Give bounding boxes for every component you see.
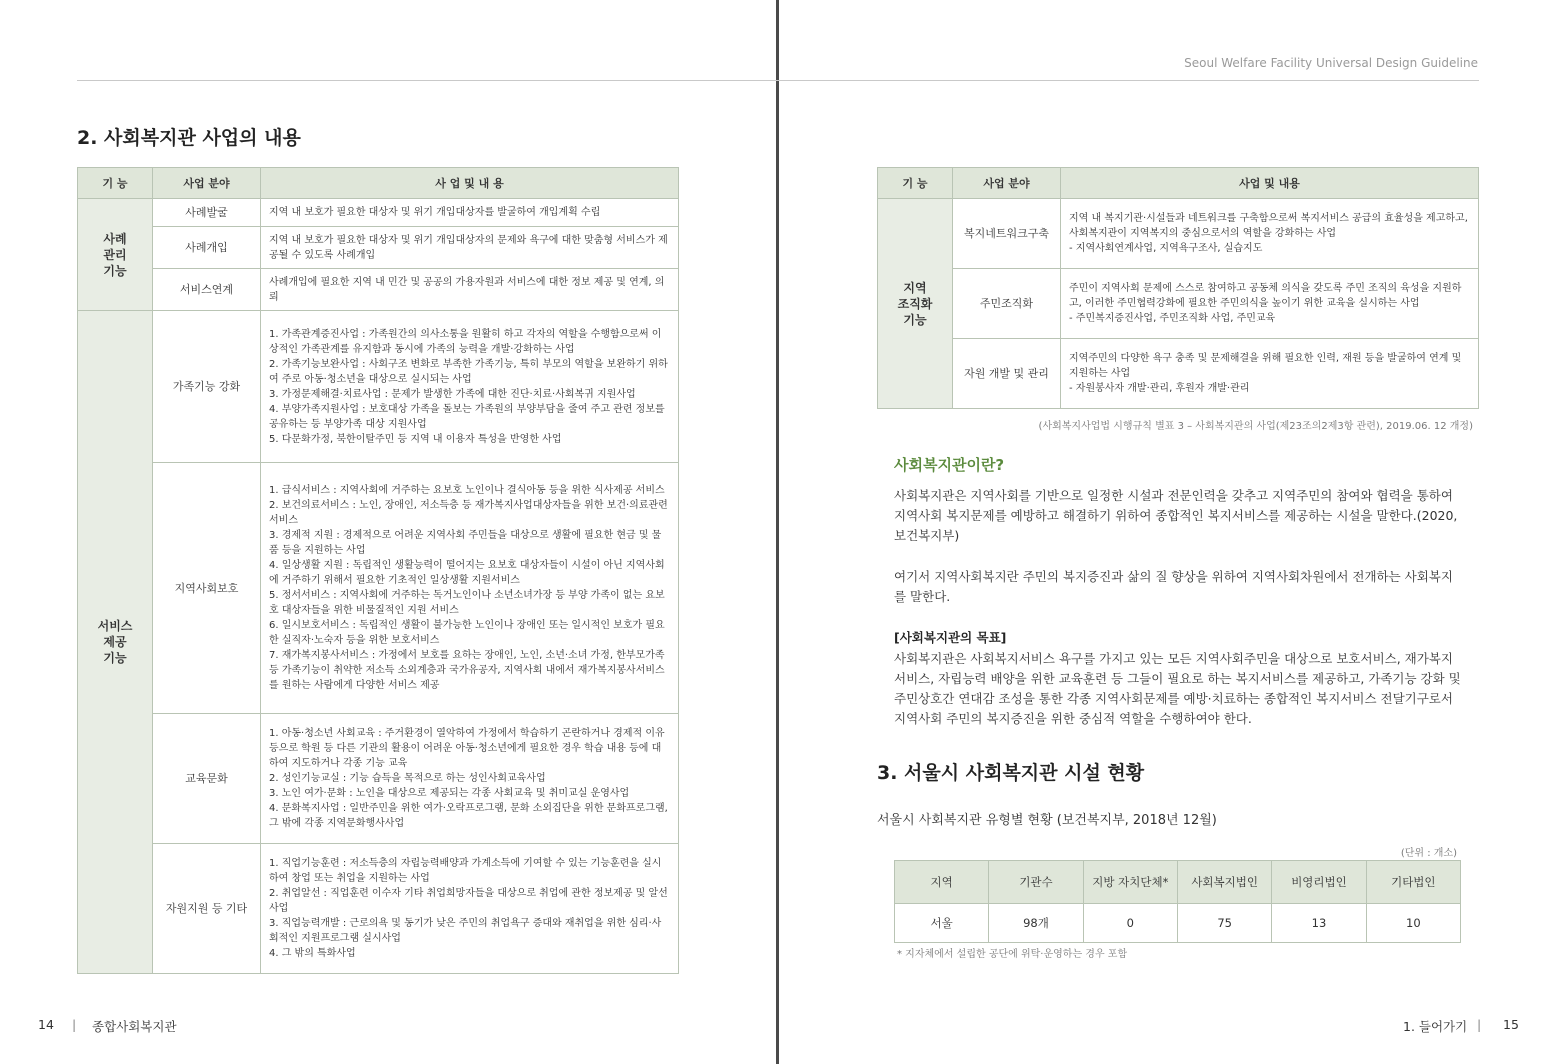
header-rule (77, 80, 1479, 81)
table-row (895, 904, 1461, 943)
what-is-title: 사회복지관이란? (894, 456, 1005, 474)
stat-header: 지방 자치단체* (1083, 861, 1177, 904)
goal-heading: [사회복지관의 목표] (894, 630, 1007, 645)
col-function: 기 능 (878, 168, 953, 199)
section-2-title: 2. 사회복지관 사업의 내용 (77, 127, 301, 149)
area-cell: 사례발굴 (153, 199, 261, 227)
business-table-right (877, 167, 1479, 409)
section-3-title: 3. 서울시 사회복지관 시설 현황 (877, 762, 1145, 784)
desc-cell: 지역주민의 다양한 욕구 충족 및 문제해결을 위해 필요한 인력, 재원 등을 발굴하여 연계 및 지원하는 사업 - 자원봉사자 개발·관리, 후원자 개발·관리 (1061, 339, 1479, 409)
col-content: 사 업 및 내 용 (261, 168, 679, 199)
area-cell: 사례개입 (153, 227, 261, 269)
desc-cell: 지역 내 보호가 필요한 대상자 및 위기 개입대상자를 발굴하여 개입계획 수립 (261, 199, 679, 227)
source-note: (사회복지사업법 시행규칙 별표 3 – 사회복지관의 사업(제23조의2제3항 관련), 2019.06. 12 개정) (1038, 421, 1473, 432)
desc-cell: 지역 내 복지기관·시설들과 네트워크를 구축함으로써 복지서비스 공급의 효율성을 제고하고, 사회복지관이 지역복지의 중심으로서의 역할을 강화하는 사업 - 지역사회연계사업, 지역욕구조사, 실습지도 (1061, 199, 1479, 269)
running-header: Seoul Welfare Facility Universal Design Guideline (1184, 56, 1478, 70)
page-number-left: 14 (38, 1017, 54, 1032)
stat-header: 기관수 (989, 861, 1083, 904)
stat-cell: 13 (1272, 904, 1366, 943)
desc-cell: 지역 내 보호가 필요한 대상자 및 위기 개입대상자의 문제와 욕구에 대한 맞춤형 서비스가 제공될 수 있도록 사례개입 (261, 227, 679, 269)
stat-cell: 75 (1177, 904, 1271, 943)
stat-cell: 98개 (989, 904, 1083, 943)
folio-separator: | (1477, 1017, 1482, 1032)
stat-caption: 서울시 사회복지관 유형별 현황 (보건복지부, 2018년 12월) (877, 813, 1217, 828)
stat-header: 비영리법인 (1272, 861, 1366, 904)
chapter-title-left: 종합사회복지관 (92, 1019, 177, 1034)
stat-cell: 10 (1366, 904, 1460, 943)
page-number-right: 15 (1503, 1017, 1519, 1032)
stat-cell: 0 (1083, 904, 1177, 943)
stat-header: 지역 (895, 861, 989, 904)
stat-header: 사회복지법인 (1177, 861, 1271, 904)
area-cell: 자원 개발 및 관리 (953, 339, 1061, 409)
col-area: 사업 분야 (153, 168, 261, 199)
desc-cell: 1. 급식서비스 : 지역사회에 거주하는 요보호 노인이나 결식아동 등을 위한 식사제공 서비스 2. 보건의료서비스 : 노인, 장애인, 저소득층 등 재가복지사업대상자들을 위한 보건·의료관련 서비스 3. 경제적 지원 : 경제적으로 어려운 지역사회 주민들을 대상으로 생활에 필요한 현금 및 물품 등을 지원하는 사업 4. 일상생활 지원 : 독립적인 생활능력이 떨어지는 요보호 대상자들이 시설이 아닌 지역사회에 거주하기 위해서 필요한 기초적인 일상생활 지원서비스 5. 정서서비스 : 지역사회에 거주하는 독거노인이나 소년소녀가장 등 부양 가족이 없는 요보호 대상자들을 위한 비물질적인 지원 서비스 6. 일시보호서비스 : 독립적인 생활이 불가능한 노인이나 장애인 또는 일시적인 보호가 필요한 실직자·노숙자 등을 위한 보호서비스 7. 재가복지봉사서비스 : 가정에서 보호를 요하는 장애인, 노인, 소년·소녀 가정, 한부모가족 등 가족기능이 취약한 저소득 소외계층과 국가유공자, 지역사회 내에서 재가복지봉사서비스를 원하는 사람에게 다양한 서비스 제공 (261, 463, 679, 714)
desc-cell: 사례개입에 필요한 지역 내 민간 및 공공의 가용자원과 서비스에 대한 정보 제공 및 연계, 의뢰 (261, 269, 679, 311)
desc-cell: 주민이 지역사회 문제에 스스로 참여하고 공동체 의식을 갖도록 주민 조직의 육성을 지원하고, 이러한 주민협력강화에 필요한 주민의식을 높이기 위한 교육을 실시하는 사업 - 주민복지증진사업, 주민조직화 사업, 주민교육 (1061, 269, 1479, 339)
area-cell: 자원지원 등 기타 (153, 844, 261, 974)
area-cell: 교육문화 (153, 714, 261, 844)
desc-cell: 1. 가족관계증진사업 : 가족원간의 의사소통을 원활히 하고 각자의 역할을 수행함으로써 이상적인 가족관계를 유지함과 동시에 가족의 능력을 개발·강화하는 사업 2. 가족기능보완사업 : 사회구조 변화로 부족한 가족기능, 특히 부모의 역할을 보완하기 위하여 주로 아동·청소년을 대상으로 실시되는 사업 3. 가정문제해결·치료사업 : 문제가 발생한 가족에 대한 진단·치료·사회복귀 지원사업 4. 부양가족지원사업 : 보호대상 가족을 돌보는 가족원의 부양부담을 줄여 주고 관련 정보를 공유하는 등 부양가족 대상 지원사업 5. 다문화가정, 북한이탈주민 등 지역 내 이용자 특성을 반영한 사업 (261, 311, 679, 463)
area-cell: 복지네트워크구축 (953, 199, 1061, 269)
area-cell: 지역사회보호 (153, 463, 261, 714)
folio-separator: | (72, 1017, 77, 1032)
stat-footnote: * 지자체에서 설립한 공단에 위탁·운영하는 경우 포함 (897, 949, 1128, 960)
col-content: 사업 및 내용 (1061, 168, 1479, 199)
goal-paragraph: 사회복지관은 사회복지서비스 욕구를 가지고 있는 모든 지역사회주민을 대상으로 보호서비스, 재가복지서비스, 자립능력 배양을 위한 교육훈련 등 그들이 필요로 하는 복지서비스를 제공하고, 가족기능 강화 및 주민상호간 연대감 조성을 통한 각종 지역사회문제를 예방·치료하는 종합적인 복지서비스 전달기구로서 지역사회 주민의 복지증진을 위한 중심적 역할을 수행하여야 한다. (894, 651, 1461, 726)
business-table-left (77, 167, 679, 974)
chapter-title-right: 1. 들어가기 (1403, 1019, 1468, 1034)
desc-cell: 1. 아동·청소년 사회교육 : 주거환경이 열악하여 가정에서 학습하기 곤란하거나 경제적 이유 등으로 학원 등 다른 기관의 활용이 어려운 아동·청소년에게 필요한 경우 학습 내용 등에 대하여 지도하거나 각종 기능 교육 2. 성인기능교실 : 기능 습득을 목적으로 하는 성인사회교육사업 3. 노인 여가·문화 : 노인을 대상으로 제공되는 각종 사회교육 및 취미교실 운영사업 4. 문화복지사업 : 일반주민을 위한 여가·오락프로그램, 문화 소외집단을 위한 문화프로그램, 그 밖에 각종 지역문화행사사업 (261, 714, 679, 844)
definition-paragraph: 사회복지관은 지역사회를 기반으로 일정한 시설과 전문인력을 갖추고 지역주민의 참여와 협력을 통하여 지역사회 복지문제를 예방하고 해결하기 위하여 종합적인 복지서비스를 제공하는 시설을 말한다.(2020, 보건복지부) (894, 488, 1458, 543)
community-welfare-paragraph: 여기서 지역사회복지란 주민의 복지증진과 삶의 질 향상을 위하여 지역사회차원에서 전개하는 사회복지를 말한다. (894, 569, 1453, 604)
area-cell: 가족기능 강화 (153, 311, 261, 463)
stat-header: 기타법인 (1366, 861, 1460, 904)
area-cell: 서비스연계 (153, 269, 261, 311)
unit-label: (단위 : 개소) (1400, 848, 1457, 859)
facility-stat-table (894, 860, 1461, 943)
stat-cell: 서울 (895, 904, 989, 943)
function-case-management: 사례 관리 기능 (78, 199, 153, 311)
function-service-provision: 서비스 제공 기능 (78, 311, 153, 974)
area-cell: 주민조직화 (953, 269, 1061, 339)
col-function: 기 능 (78, 168, 153, 199)
col-area: 사업 분야 (953, 168, 1061, 199)
function-community-organization: 지역 조직화 기능 (878, 199, 953, 409)
page-spine (776, 0, 779, 1064)
desc-cell: 1. 직업기능훈련 : 저소득층의 자립능력배양과 가계소득에 기여할 수 있는 기능훈련을 실시하여 창업 또는 취업을 지원하는 사업 2. 취업알선 : 직업훈련 이수자 기타 취업희망자들을 대상으로 취업에 관한 정보제공 및 알선사업 3. 직업능력개발 : 근로의욕 및 동기가 낮은 주민의 취업욕구 증대와 재취업을 위한 심리·사회적인 지원프로그램 실시사업 4. 그 밖의 특화사업 (261, 844, 679, 974)
